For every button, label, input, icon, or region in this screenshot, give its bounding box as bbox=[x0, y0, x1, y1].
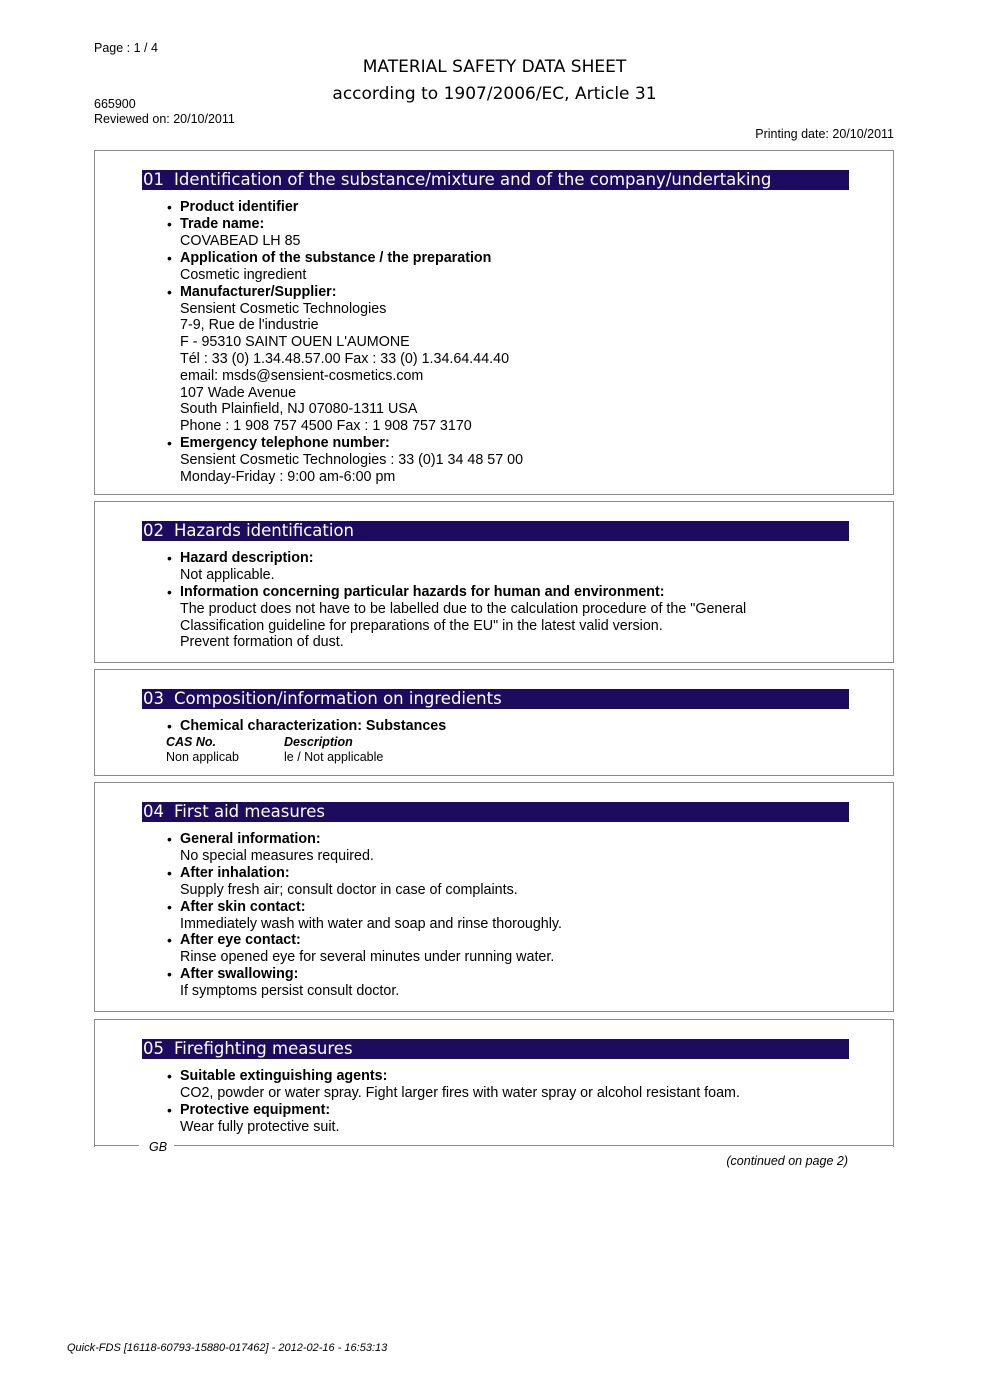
item-text: Classification guideline for preparations of the EU" in the latest valid version. bbox=[180, 617, 663, 634]
list-item bbox=[165, 1068, 883, 1102]
list-item bbox=[165, 718, 883, 735]
item-text: CO2, powder or water spray. Fight larger fires with water spray or alcohol resistant foam. bbox=[180, 1085, 740, 1101]
document-subtitle: according to 1907/2006/EC, Article 31 bbox=[332, 84, 657, 104]
item-text: 107 Wade Avenue bbox=[180, 384, 297, 401]
item-label: • Chemical characterization: Substances bbox=[180, 718, 447, 734]
section-items bbox=[165, 550, 883, 651]
section-header bbox=[142, 689, 849, 709]
item-label: • Manufacturer/Supplier: bbox=[180, 283, 337, 300]
item-text: Cosmetic ingredient bbox=[180, 266, 307, 283]
list-item bbox=[165, 899, 883, 933]
table-header-cas: CAS No. bbox=[166, 735, 216, 749]
item-text: Supply fresh air; consult doctor in case of complaints. bbox=[180, 881, 518, 898]
item-text: Tél : 33 (0) 1.34.48.57.00 Fax : 33 (0) 1.34.64.44.40 bbox=[180, 350, 510, 367]
item-text: Sensient Cosmetic Technologies bbox=[180, 300, 387, 317]
section-items bbox=[165, 831, 883, 1000]
item-label: • After swallowing: bbox=[180, 966, 299, 983]
list-item bbox=[165, 831, 883, 865]
item-text: Rinse opened eye for several minutes under running water. bbox=[180, 949, 555, 966]
item-text: No special measures required. bbox=[180, 848, 374, 864]
item-label: • Emergency telephone number: bbox=[180, 434, 390, 451]
item-label: • Suitable extinguishing agents: bbox=[180, 1068, 388, 1084]
item-label: • Product identifier bbox=[180, 199, 299, 215]
item-label: • Application of the substance / the preparation bbox=[180, 249, 492, 266]
list-item bbox=[165, 865, 883, 899]
section-title: Hazards identification bbox=[174, 521, 355, 540]
list-item bbox=[165, 584, 883, 651]
section-items bbox=[165, 1068, 883, 1136]
item-label: • Information concerning particular hazards for human and environment: bbox=[180, 583, 665, 600]
item-text: Wear fully protective suit. bbox=[180, 1118, 340, 1135]
item-text: If symptoms persist consult doctor. bbox=[180, 983, 400, 1000]
document-number: 665900 bbox=[94, 97, 136, 111]
item-text: F - 95310 SAINT OUEN L'AUMONE bbox=[180, 334, 410, 351]
list-item bbox=[165, 966, 883, 1000]
section-number: 05 bbox=[143, 1039, 164, 1058]
continued-note: (continued on page 2) bbox=[726, 1154, 848, 1168]
item-label: • Trade name: bbox=[180, 216, 265, 232]
item-text: Monday-Friday : 9:00 am-6:00 pm bbox=[180, 468, 396, 485]
printing-date: Printing date: 20/10/2011 bbox=[755, 127, 894, 141]
section-number: 02 bbox=[143, 521, 164, 540]
table-header-description: Description bbox=[284, 735, 353, 749]
section-02 bbox=[94, 501, 894, 663]
item-text: Prevent formation of dust. bbox=[180, 634, 344, 651]
page-number: Page : 1 / 4 bbox=[94, 41, 158, 55]
item-text: Sensient Cosmetic Technologies : 33 (0)1 34 48 57 00 bbox=[180, 451, 524, 468]
section-header bbox=[142, 1039, 849, 1059]
section-title: First aid measures bbox=[174, 802, 325, 821]
item-text: email: msds@sensient-cosmetics.com bbox=[180, 367, 424, 384]
footer-line-left bbox=[94, 1145, 139, 1146]
list-item bbox=[165, 250, 883, 284]
section-number: 03 bbox=[143, 689, 164, 708]
section-04 bbox=[94, 782, 894, 1012]
table-cell-description: le / Not applicable bbox=[284, 750, 384, 764]
item-text: Immediately wash with water and soap and rinse thoroughly. bbox=[180, 915, 562, 932]
list-item bbox=[165, 550, 883, 584]
footer-divider bbox=[94, 1145, 894, 1146]
section-01 bbox=[94, 150, 894, 495]
item-label: • After skin contact: bbox=[180, 898, 306, 915]
list-item bbox=[165, 284, 883, 435]
section-03 bbox=[94, 669, 894, 776]
section-05 bbox=[94, 1019, 894, 1147]
list-item bbox=[165, 435, 883, 486]
item-label: • Hazard description: bbox=[180, 550, 314, 566]
item-label: • After eye contact: bbox=[180, 932, 301, 949]
section-items bbox=[165, 199, 883, 486]
list-item bbox=[165, 932, 883, 966]
generator-footer: Quick-FDS [16118-60793-15880-017462] - 2012-02-16 - 16:53:13 bbox=[67, 1342, 388, 1354]
item-label: • General information: bbox=[180, 831, 321, 847]
item-text: The product does not have to be labelled due to the calculation procedure of the "General bbox=[180, 600, 747, 617]
section-number: 04 bbox=[143, 802, 164, 821]
section-title: Identification of the substance/mixture and of the company/undertaking bbox=[174, 170, 772, 189]
table-cell-cas: Non applicab bbox=[166, 750, 239, 764]
item-text: COVABEAD LH 85 bbox=[180, 233, 301, 249]
document-title: MATERIAL SAFETY DATA SHEET bbox=[362, 57, 627, 77]
item-text: Not applicable. bbox=[180, 567, 275, 583]
item-text: South Plainfield, NJ 07080-1311 USA bbox=[180, 401, 418, 418]
section-title: Composition/information on ingredients bbox=[174, 689, 502, 708]
list-item bbox=[165, 199, 883, 216]
reviewed-date: Reviewed on: 20/10/2011 bbox=[94, 112, 235, 126]
section-title: Firefighting measures bbox=[174, 1039, 353, 1058]
item-label: • Protective equipment: bbox=[180, 1101, 331, 1118]
item-text: Phone : 1 908 757 4500 Fax : 1 908 757 3170 bbox=[180, 418, 472, 435]
section-items bbox=[165, 718, 883, 735]
list-item bbox=[165, 216, 883, 250]
country-code: GB bbox=[149, 1140, 168, 1154]
list-item bbox=[165, 1102, 883, 1136]
item-label: • After inhalation: bbox=[180, 864, 290, 881]
section-number: 01 bbox=[143, 170, 164, 189]
section-header bbox=[142, 521, 849, 541]
section-header bbox=[142, 170, 849, 190]
item-text: 7-9, Rue de l'industrie bbox=[180, 317, 319, 334]
section-header bbox=[142, 802, 849, 822]
footer-line-right bbox=[174, 1145, 894, 1146]
